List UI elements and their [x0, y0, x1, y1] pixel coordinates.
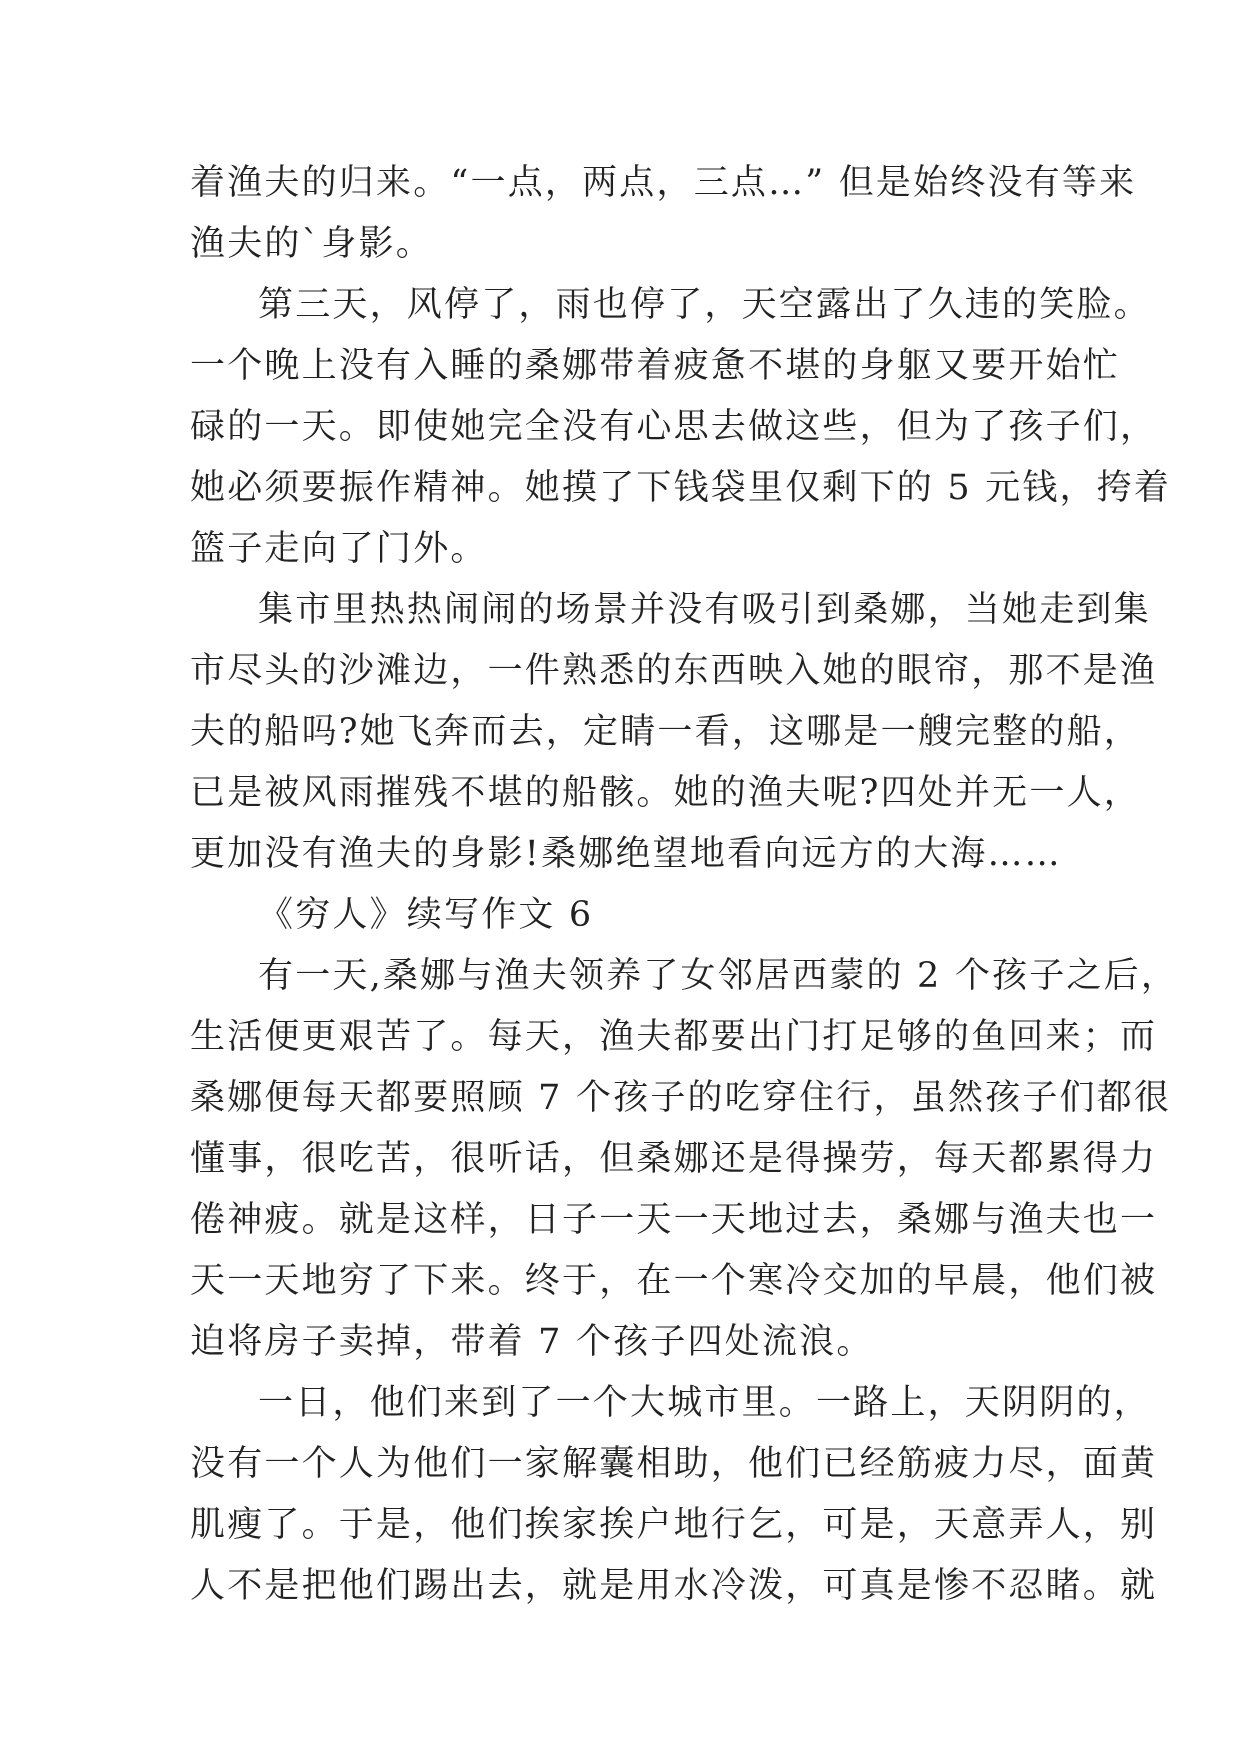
paragraph-first-line: 有一天,桑娜与渔夫领养了女邻居西蒙的 2 个孩子之后，	[258, 956, 1179, 996]
section-heading: 《穷人》续写作文 6	[258, 895, 594, 935]
text-line: 碌的一天。即使她完全没有心思去做这些，但为了孩子们，	[190, 407, 1158, 447]
text-line: 桑娜便每天都要照顾 7 个孩子的吃穿住行，虽然孩子们都很	[190, 1078, 1172, 1118]
text-line: 生活便更艰苦了。每天，渔夫都要出门打足够的鱼回来；而	[190, 1017, 1158, 1057]
text-line: 渔夫的`身影。	[190, 224, 433, 264]
text-line: 天一天地穷了下来。终于，在一个寒冷交加的早晨，他们被	[190, 1261, 1158, 1301]
text-line: 市尽头的沙滩边，一件熟悉的东西映入她的眼帘，那不是渔	[190, 651, 1158, 691]
text-line: 一个晚上没有入睡的桑娜带着疲惫不堪的身躯又要开始忙	[190, 346, 1121, 386]
text-line: 篮子走向了门外。	[190, 529, 488, 569]
text-line: 迫将房子卖掉，带着 7 个孩子四处流浪。	[190, 1322, 874, 1362]
text-line: 已是被风雨摧残不堪的船骸。她的渔夫呢?四处并无一人，	[190, 773, 1141, 813]
text-line: 人不是把他们踢出去，就是用水冷泼，可真是惨不忍睹。就	[190, 1566, 1158, 1606]
text-line: 没有一个人为他们一家解囊相助，他们已经筋疲力尽，面黄	[190, 1444, 1158, 1484]
text-line: 更加没有渔夫的身影!桑娜绝望地看向远方的大海……	[190, 834, 1062, 874]
text-line: 肌瘦了。于是，他们挨家挨户地行乞，可是，天意弄人，别	[190, 1505, 1158, 1545]
paragraph-first-line: 集市里热热闹闹的场景并没有吸引到桑娜，当她走到集	[258, 590, 1151, 630]
paragraph-first-line: 一日，他们来到了一个大城市里。一路上，天阴阴的，	[258, 1383, 1151, 1423]
text-line: 夫的船吗?她飞奔而去，定睛一看，这哪是一艘完整的船，	[190, 712, 1141, 752]
text-line: 着渔夫的归来。“一点，两点，三点…” 但是始终没有等来	[190, 163, 1137, 203]
text-line: 倦神疲。就是这样，日子一天一天地过去，桑娜与渔夫也一	[190, 1200, 1158, 1240]
text-line: 懂事，很吃苦，很听话，但桑娜还是得操劳，每天都累得力	[190, 1139, 1158, 1179]
text-line: 她必须要振作精神。她摸了下钱袋里仅剩下的 5 元钱，挎着	[190, 468, 1172, 508]
paragraph-first-line: 第三天，风停了，雨也停了，天空露出了久违的笑脸。	[258, 285, 1151, 325]
